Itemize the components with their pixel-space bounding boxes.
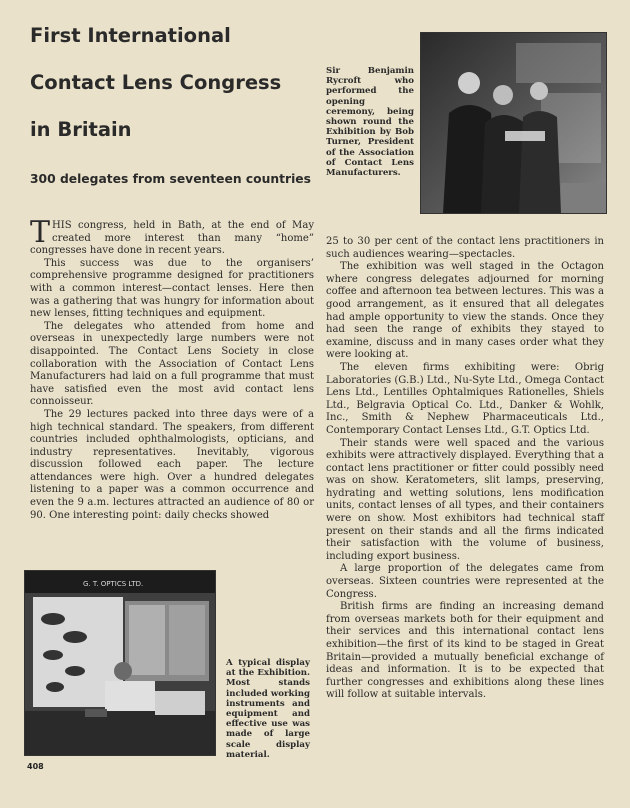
paragraph: The delegates who attended from home and overseas in unexpectedly large numbers were not disappointed. The Contact Lens Society in close collaboration with the Association of Contact Lens Manufacturers had laid on a full programme that must have satisfied even the most avid contact lens connoisseur. bbox=[30, 320, 314, 408]
page-number: 408 bbox=[27, 762, 44, 771]
paragraph: A large proportion of the delegates came from overseas. Sixteen countries were represented at the Congress. bbox=[326, 563, 604, 600]
ceremony-photo-image bbox=[421, 33, 606, 213]
paragraph: Their stands were well spaced and the various exhibits were attractively displayed. Everything that a contact lens practitioner or fitter could possibly need was on show. Keratometers, slit lamps, preserving, hydrating and wetting solutions, lens modification units, contact lenses of all types, and their containers were on show. Most exhibitors had technical staff present on their stands and all the firms indicated their satisfaction with the volume of business, including export business. bbox=[326, 437, 604, 562]
article-title bbox=[30, 22, 320, 163]
bottom-photo-caption: A typical display at the Exhibition. Most stands included working instruments and equipment and effective use was made of large scale display material. bbox=[226, 658, 310, 760]
paragraph: British firms are finding an increasing demand from overseas markets both for their equipment and their services and this international contact lens exhibition—the first of its kind to be staged in Great Britain—provided a mutually beneficial exchange of ideas and information. It is to be expected that further congresses and exhibitions along these lines will follow at suitable intervals. bbox=[326, 601, 604, 701]
left-text-column bbox=[30, 215, 314, 522]
paragraph: The 29 lectures packed into three days were of a high technical standard. The speakers, from different countries included ophthalmologists, opticians, and industry representatives. Inevitably, vigorous discussion followed each paper. The lecture attendances were high. Over a hundred delegates listening to a paper was a common occurrence and even the 9 a.m. lectures attracted an audience of 80 or 90. One interesting point: daily checks showed bbox=[30, 408, 314, 521]
drop-cap: T bbox=[30, 215, 51, 250]
paragraph: This success was due to the organisers’ comprehensive programme designed for practitioners with a common interest—contact lenses. Here then was a gathering that was hungry for information about new lenses, fitting techniques and equipment. bbox=[30, 257, 314, 320]
paragraph: 25 to 30 per cent of the contact lens practitioners in such audiences wearing—spectacles. bbox=[326, 236, 604, 260]
exhibition-photo bbox=[24, 570, 216, 756]
paragraph bbox=[30, 215, 314, 258]
paragraph: The exhibition was well staged in the Octagon where congress delegates adjourned for morning coffee and afternoon tea between lectures. This was a good arrangement, as it ensured that all delegates had ample opportunity to view the stands. Once they had seen the range of exhibits they stayed to examine, discuss and in many cases order what they were looking at. bbox=[326, 261, 604, 361]
top-photo-caption: Sir Benjamin Rycroft who performed the opening ceremony, being shown round the Exhibition by Bob Turner, President of the Association of Contact Lens Manufacturers. bbox=[326, 66, 414, 179]
title-line-2: Contact Lens Congress bbox=[30, 71, 282, 94]
paragraph: The eleven firms exhibiting were: Obrig Laboratories (G.B.) Ltd., Nu-Syte Ltd., Omega Contact Lens Ltd., Lentilles Ophtalmiques Rationelles, Shiels Ltd., Belgravia Optical Co. Ltd., Danker & Wohlk, Inc., Smith & Nephew Pharmaceuticals Ltd., Contemporary Contact Lenses Ltd., G.T. Optics Ltd. bbox=[326, 361, 604, 436]
exhibition-photo-image bbox=[25, 571, 215, 755]
right-text-column bbox=[326, 236, 604, 702]
stand-sign-text: G. T. OPTICS LTD. bbox=[83, 580, 144, 588]
title-line-1: First International bbox=[30, 24, 231, 47]
article-subtitle: 300 delegates from seventeen countries bbox=[30, 172, 311, 186]
paragraph-text: HIS congress, held in Bath, at the end of May created more interest than many “home” congresses have done in recent years. bbox=[30, 220, 314, 257]
ceremony-photo bbox=[420, 32, 607, 214]
title-line-3: in Britain bbox=[30, 118, 132, 141]
